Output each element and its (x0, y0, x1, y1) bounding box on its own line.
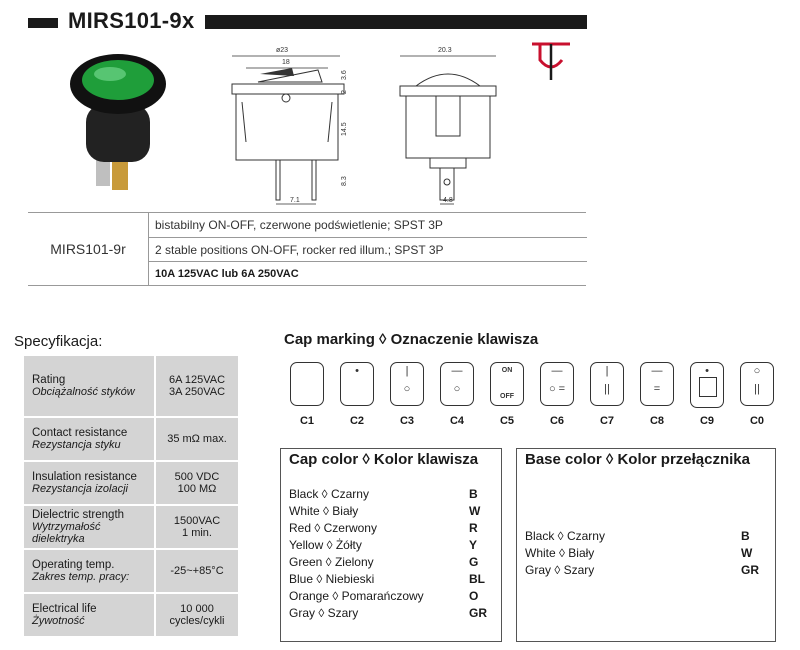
spec-label-pl: Rezystancja izolacji (32, 483, 128, 495)
cap-mark-bottom: = (653, 383, 661, 395)
spec-row (24, 594, 238, 636)
spec-value-line: 35 mΩ max. (167, 433, 227, 445)
cap-code-label: C7 (599, 415, 615, 427)
spec-row (24, 462, 238, 504)
spec-value (156, 550, 238, 592)
svg-text:4.8: 4.8 (443, 197, 453, 204)
cap-mark-top: — (651, 365, 663, 377)
color-code: BL (469, 572, 485, 586)
spec-value-line: 6A 125VAC (168, 374, 226, 386)
color-label: White ◊ Biały (289, 504, 359, 518)
cap-mark-bottom: ○ (403, 383, 411, 395)
spec-label-pl: Wytrzymałość dielektryka (32, 521, 101, 545)
svg-text:18: 18 (282, 59, 290, 66)
spec-heading: Specyfikacja: (14, 333, 103, 350)
spec-label (24, 462, 156, 504)
cap-mark-bottom: || (604, 383, 610, 395)
spec-table (24, 356, 238, 638)
spec-label (24, 356, 156, 416)
spec-label (24, 550, 156, 592)
base-color-title: Base color ◊ Kolor przełącznika (525, 451, 750, 468)
spec-value (156, 594, 238, 636)
color-code: GR (741, 563, 759, 577)
cap-c7 (590, 362, 624, 406)
cap-code-label: C9 (699, 415, 715, 427)
svg-text:ø23: ø23 (276, 47, 289, 54)
color-code: W (469, 504, 481, 518)
cap-marking-heading: Cap marking ◊ Oznaczenie klawisza (284, 331, 539, 348)
page-title: MIRS101-9x (68, 8, 195, 33)
cap-code-label: C8 (649, 415, 665, 427)
cap-mark-top: — (551, 365, 563, 377)
base-color-box (516, 448, 776, 642)
cap-square-mark (699, 377, 717, 397)
svg-text:14.5: 14.5 (341, 122, 348, 136)
cap-mark-top: | (605, 365, 609, 377)
spec-label-pl: Zakres temp. pracy: (32, 571, 130, 583)
cap-c4 (440, 362, 474, 406)
spec-label (24, 594, 156, 636)
cap-code-label: C6 (549, 415, 565, 427)
cap-mark-top: • (705, 365, 709, 377)
color-code: B (469, 487, 478, 501)
cap-mark-bottom: ○ = (548, 383, 566, 395)
spec-label-en: Rating (32, 374, 66, 386)
svg-text:20.3: 20.3 (438, 47, 452, 54)
color-label: Blue ◊ Niebieski (289, 572, 375, 586)
color-code: Y (469, 538, 478, 552)
cap-code-label: C2 (349, 415, 365, 427)
spec-value-line: 1 min. (182, 527, 212, 539)
spec-value-line: -25~+85°C (170, 565, 224, 577)
product-photo (62, 44, 170, 194)
cap-mark-top: ON (501, 367, 513, 374)
brand-logo (526, 36, 576, 82)
spec-value-line: 3A 250VAC (168, 386, 226, 398)
spec-label-en: Contact resistance (32, 427, 128, 439)
spec-value-line: 500 VDC (174, 471, 220, 483)
spec-value-line: 100 MΩ (177, 483, 217, 495)
svg-text:2: 2 (341, 90, 348, 94)
cap-mark-top: — (451, 365, 463, 377)
svg-text:7.1: 7.1 (290, 197, 300, 204)
spec-label-pl: Żywotność (32, 615, 85, 627)
spec-value-line: 1500VAC (173, 515, 221, 527)
cap-c2 (340, 362, 374, 406)
cap-color-title: Cap color ◊ Kolor klawisza (289, 451, 479, 468)
color-code: GR (469, 606, 487, 620)
cap-c8 (640, 362, 674, 406)
color-label: Red ◊ Czerwony (289, 521, 377, 535)
header-bar-right (205, 15, 587, 29)
spec-value (156, 462, 238, 504)
cap-code-label: C5 (499, 415, 515, 427)
color-label: Black ◊ Czarny (289, 487, 369, 501)
cap-mark-top: ○ (753, 365, 761, 377)
color-code: B (741, 529, 750, 543)
cap-mark-bottom: OFF (500, 393, 514, 400)
spec-row (24, 418, 238, 460)
cap-mark-bottom: ○ (453, 383, 461, 395)
cap-mark-bottom: || (754, 383, 760, 395)
model-name: MIRS101-9r (50, 241, 126, 257)
spec-row (24, 550, 238, 592)
info-row-rating: 10A 125VAC lub 6A 250VAC (149, 261, 587, 285)
color-code: R (469, 521, 478, 535)
info-row-en: 2 stable positions ON-OFF, rocker red illum.; SPST 3P (149, 237, 587, 261)
spec-label-en: Insulation resistance (32, 471, 137, 483)
spec-row (24, 356, 238, 416)
cap-mark-top: | (405, 365, 409, 377)
info-row-pl: bistabilny ON-OFF, czerwone podświetlenie; SPST 3P (155, 218, 443, 232)
spec-label-en: Operating temp. (32, 559, 115, 571)
color-label: Gray ◊ Szary (289, 606, 359, 620)
cap-mark-top: • (355, 365, 359, 377)
color-label: Green ◊ Zielony (289, 555, 374, 569)
front-view-drawing (222, 42, 362, 210)
svg-text:3.6: 3.6 (341, 70, 348, 80)
spec-label-en: Dielectric strength (32, 509, 125, 521)
cap-c3 (390, 362, 424, 406)
model-info-table (28, 212, 586, 286)
cap-c9 (690, 362, 724, 408)
spec-value (156, 418, 238, 460)
color-code: G (469, 555, 479, 569)
color-label: Gray ◊ Szary (525, 563, 595, 577)
spec-value-line: cycles/cykli (169, 615, 225, 627)
color-code: W (741, 546, 753, 560)
color-label: Orange ◊ Pomarańczowy (289, 589, 424, 603)
spec-label-pl: Obciążalność styków (32, 386, 135, 398)
cap-code-label: C0 (749, 415, 765, 427)
cap-c1 (290, 362, 324, 406)
svg-text:8.3: 8.3 (341, 176, 348, 186)
color-label: Black ◊ Czarny (525, 529, 605, 543)
spec-label (24, 506, 156, 548)
header-bar-left (28, 18, 58, 28)
spec-value (156, 356, 238, 416)
spec-label-en: Electrical life (32, 603, 97, 615)
cap-color-box (280, 448, 502, 642)
spec-value (156, 506, 238, 548)
color-label: Yellow ◊ Żółty (289, 538, 362, 552)
cap-code-label: C1 (299, 415, 315, 427)
spec-label (24, 418, 156, 460)
side-view-drawing (392, 42, 502, 210)
spec-label-pl: Rezystancja styku (32, 439, 121, 451)
cap-code-label: C3 (399, 415, 415, 427)
color-code: O (469, 589, 479, 603)
cap-c0 (740, 362, 774, 406)
cap-c6 (540, 362, 574, 406)
cap-c5 (490, 362, 524, 406)
color-label: White ◊ Biały (525, 546, 595, 560)
spec-value-line: 10 000 (180, 603, 214, 615)
spec-row (24, 506, 238, 548)
cap-code-label: C4 (449, 415, 465, 427)
